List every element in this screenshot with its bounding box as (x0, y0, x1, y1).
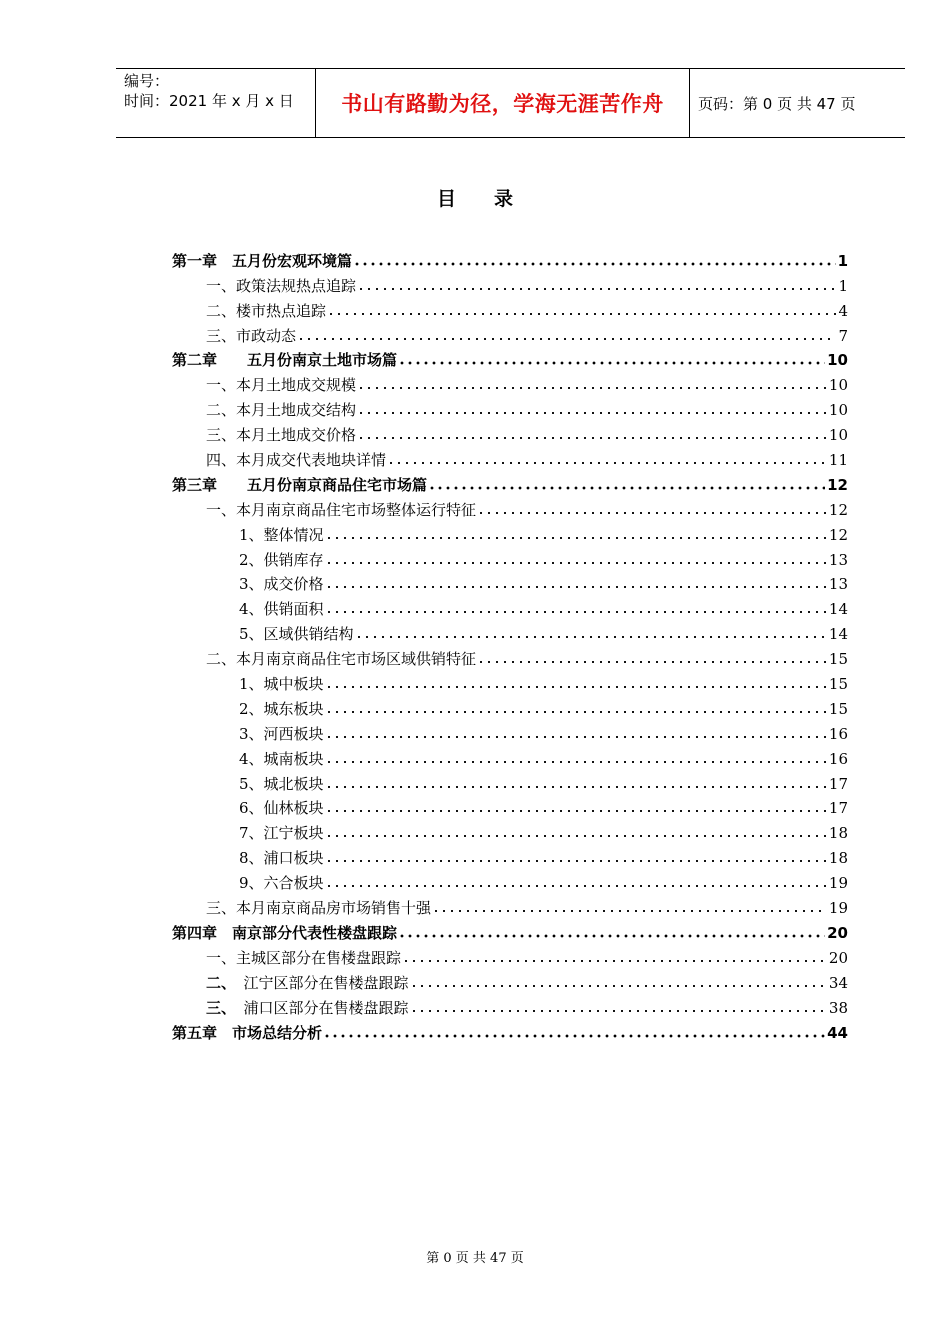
toc-entry-label: 1、整体情况 (239, 525, 324, 544)
toc-entry-label: 5、城北板块 (239, 774, 324, 793)
toc-entry-label: 第三章 五月份南京商品住宅市场篇 (172, 475, 428, 494)
toc-leader-dots (325, 704, 827, 714)
toc-page-number: 44 (827, 1023, 848, 1042)
toc-entry-label: 6、仙林板块 (239, 799, 324, 818)
toc-entry[interactable] (172, 569, 848, 594)
toc-leader-dots (325, 579, 827, 589)
toc-chapter-entry[interactable] (172, 345, 848, 370)
toc-page-number: 15 (828, 699, 848, 718)
toc-page-number: 10 (828, 376, 848, 395)
toc-page-number: 11 (828, 451, 848, 470)
toc-entry[interactable] (172, 817, 848, 842)
toc-page-number: 7 (838, 326, 848, 345)
toc-leader-dots (325, 754, 827, 764)
toc-entry-label: 第二章 五月份南京土地市场篇 (172, 351, 398, 370)
toc-entry-label: 二、本月南京商品住宅市场区域供销特征 (206, 650, 477, 669)
toc-page-number: 20 (827, 923, 848, 942)
toc-page-number: 10 (827, 351, 848, 370)
toc-page-number: 1 (838, 276, 848, 295)
toc-entry[interactable] (172, 693, 848, 718)
toc-page-number: 1 (837, 251, 848, 270)
toc-page-number: 34 (828, 973, 848, 992)
toc-entry-text: 江宁区部分在售楼盘跟踪 (228, 973, 409, 992)
toc-leader-dots (325, 853, 827, 863)
header-motto-cell (316, 69, 690, 137)
toc-leader-dots (387, 455, 827, 465)
header-meta (116, 69, 316, 137)
toc-page-number: 13 (828, 550, 848, 569)
toc-leader-dots (325, 679, 827, 689)
toc-page-number: 15 (828, 675, 848, 694)
toc-leader-dots (325, 555, 827, 565)
toc-leader-dots (428, 480, 825, 490)
toc-entry-label: 一、政策法规热点追踪 (206, 276, 357, 295)
toc-entry-label: 二、楼市热点追踪 (206, 301, 327, 320)
toc-entry-label: 四、本月成交代表地块详情 (206, 451, 387, 470)
toc-entry[interactable] (172, 320, 848, 345)
toc-entry[interactable] (172, 718, 848, 743)
toc-leader-dots (477, 654, 827, 664)
toc-leader-dots (325, 828, 827, 838)
toc-entry-label: 三、本月南京商品房市场销售十强 (206, 899, 432, 918)
toc-entry[interactable] (172, 793, 848, 818)
toc-entry-label: 第五章 市场总结分析 (172, 1023, 323, 1042)
toc-chapter-entry[interactable] (172, 469, 848, 494)
toc-page-number: 12 (828, 525, 848, 544)
toc-leader-dots (357, 430, 827, 440)
toc-entry-label: 一、本月土地成交规模 (206, 376, 357, 395)
toc-leader-dots (325, 779, 827, 789)
toc-page-number: 20 (828, 948, 848, 967)
toc-page-number: 4 (838, 301, 848, 320)
toc-page-number: 16 (828, 749, 848, 768)
toc-title (0, 184, 950, 211)
toc-entry[interactable] (172, 369, 848, 394)
toc-leader-dots (325, 878, 827, 888)
toc-leader-dots (410, 978, 827, 988)
toc-leader-dots (410, 1003, 827, 1013)
toc-entry-number: 二、 (206, 973, 229, 992)
toc-entry[interactable] (172, 394, 848, 419)
toc-leader-dots (402, 953, 827, 963)
toc-entry[interactable] (172, 270, 848, 295)
toc-entry[interactable] (172, 668, 848, 693)
toc-entry[interactable] (172, 444, 848, 469)
toc-leader-dots (357, 380, 827, 390)
toc-entry[interactable] (172, 593, 848, 618)
toc-entry-label: 9、六合板块 (239, 874, 324, 893)
header-time-label: 时间：2021 年 x 月 x 日 (124, 92, 294, 110)
toc-page-number: 12 (827, 475, 848, 494)
toc-entry-label: 二、本月土地成交结构 (206, 401, 357, 420)
toc-leader-dots (398, 928, 825, 938)
toc-page-number: 14 (828, 600, 848, 619)
page-footer: 第 0 页 共 47 页 (426, 1251, 524, 1266)
toc-entry[interactable] (172, 519, 848, 544)
toc-entry-label: 5、区域供销结构 (239, 625, 354, 644)
toc-entry-label: 1、城中板块 (239, 675, 324, 694)
toc-entry-label: 4、城南板块 (239, 749, 324, 768)
toc-entry[interactable] (172, 494, 848, 519)
toc-entry[interactable] (172, 867, 848, 892)
page-header (116, 68, 905, 138)
toc-entry[interactable] (172, 544, 848, 569)
toc-page-number: 15 (828, 650, 848, 669)
toc-entry-label: 7、江宁板块 (239, 824, 324, 843)
toc-entry-text: 浦口区部分在售楼盘跟踪 (228, 998, 409, 1017)
toc-leader-dots (323, 1028, 825, 1038)
toc-entry[interactable] (172, 419, 848, 444)
toc-leader-dots (398, 355, 825, 365)
toc-entry[interactable] (172, 618, 848, 643)
toc-title-part2: 录 (494, 188, 514, 210)
toc-page-number: 19 (828, 899, 848, 918)
toc-title-part1: 目 (436, 188, 456, 210)
header-motto: 书山有路勤为径，学海无涯苦作舟 (341, 92, 664, 116)
toc-page-number: 14 (828, 625, 848, 644)
toc-leader-dots (353, 256, 836, 266)
toc-entry-label: 2、供销库存 (239, 550, 324, 569)
toc-entry-label: 8、浦口板块 (239, 849, 324, 868)
toc-entry-label (206, 999, 409, 1017)
toc-entry[interactable] (172, 942, 848, 967)
toc-leader-dots (357, 281, 836, 291)
toc-entry[interactable] (172, 743, 848, 768)
toc-entry-number: 三、 (206, 998, 229, 1017)
toc-leader-dots (357, 405, 827, 415)
toc-leader-dots (325, 729, 827, 739)
toc-entry-label: 第四章 南京部分代表性楼盘跟踪 (172, 923, 398, 942)
toc-page-number: 10 (828, 426, 848, 445)
table-of-contents (172, 245, 848, 1042)
toc-page-number: 19 (828, 874, 848, 893)
toc-entry-label: 3、成交价格 (239, 575, 324, 594)
toc-entry[interactable] (172, 768, 848, 793)
toc-entry-label: 一、本月南京商品住宅市场整体运行特征 (206, 500, 477, 519)
toc-entry-label: 一、主城区部分在售楼盘跟踪 (206, 948, 402, 967)
toc-page-number: 17 (828, 774, 848, 793)
toc-entry[interactable] (172, 643, 848, 668)
toc-entry-label: 3、河西板块 (239, 724, 324, 743)
toc-leader-dots (297, 331, 836, 341)
toc-chapter-entry[interactable] (172, 1017, 848, 1042)
toc-entry-label: 第一章 五月份宏观环境篇 (172, 251, 353, 270)
toc-page-number: 38 (828, 998, 848, 1017)
toc-entry[interactable] (172, 892, 848, 917)
toc-chapter-entry[interactable] (172, 917, 848, 942)
header-page-label: 页码：第 0 页 共 47 页 (698, 94, 856, 113)
toc-leader-dots (327, 306, 836, 316)
toc-leader-dots (325, 604, 827, 614)
toc-page-number: 13 (828, 575, 848, 594)
toc-leader-dots (432, 903, 827, 913)
toc-chapter-entry[interactable] (172, 245, 848, 270)
toc-page-number: 12 (828, 500, 848, 519)
toc-entry-label: 2、城东板块 (239, 699, 324, 718)
toc-entry-label: 三、市政动态 (206, 326, 297, 345)
header-number-label: 编号： (124, 72, 170, 90)
toc-page-number: 18 (828, 849, 848, 868)
toc-leader-dots (325, 803, 827, 813)
toc-entry-label: 4、供销面积 (239, 600, 324, 619)
toc-entry[interactable] (172, 967, 848, 992)
toc-entry-label: 三、本月土地成交价格 (206, 426, 357, 445)
toc-page-number: 16 (828, 724, 848, 743)
toc-leader-dots (355, 629, 827, 639)
toc-entry-label (206, 974, 409, 992)
toc-page-number: 10 (828, 401, 848, 420)
toc-leader-dots (325, 530, 827, 540)
toc-page-number: 18 (828, 824, 848, 843)
toc-entry[interactable] (172, 295, 848, 320)
toc-page-number: 17 (828, 799, 848, 818)
toc-entry[interactable] (172, 842, 848, 867)
toc-leader-dots (477, 505, 827, 515)
toc-entry[interactable] (172, 992, 848, 1017)
